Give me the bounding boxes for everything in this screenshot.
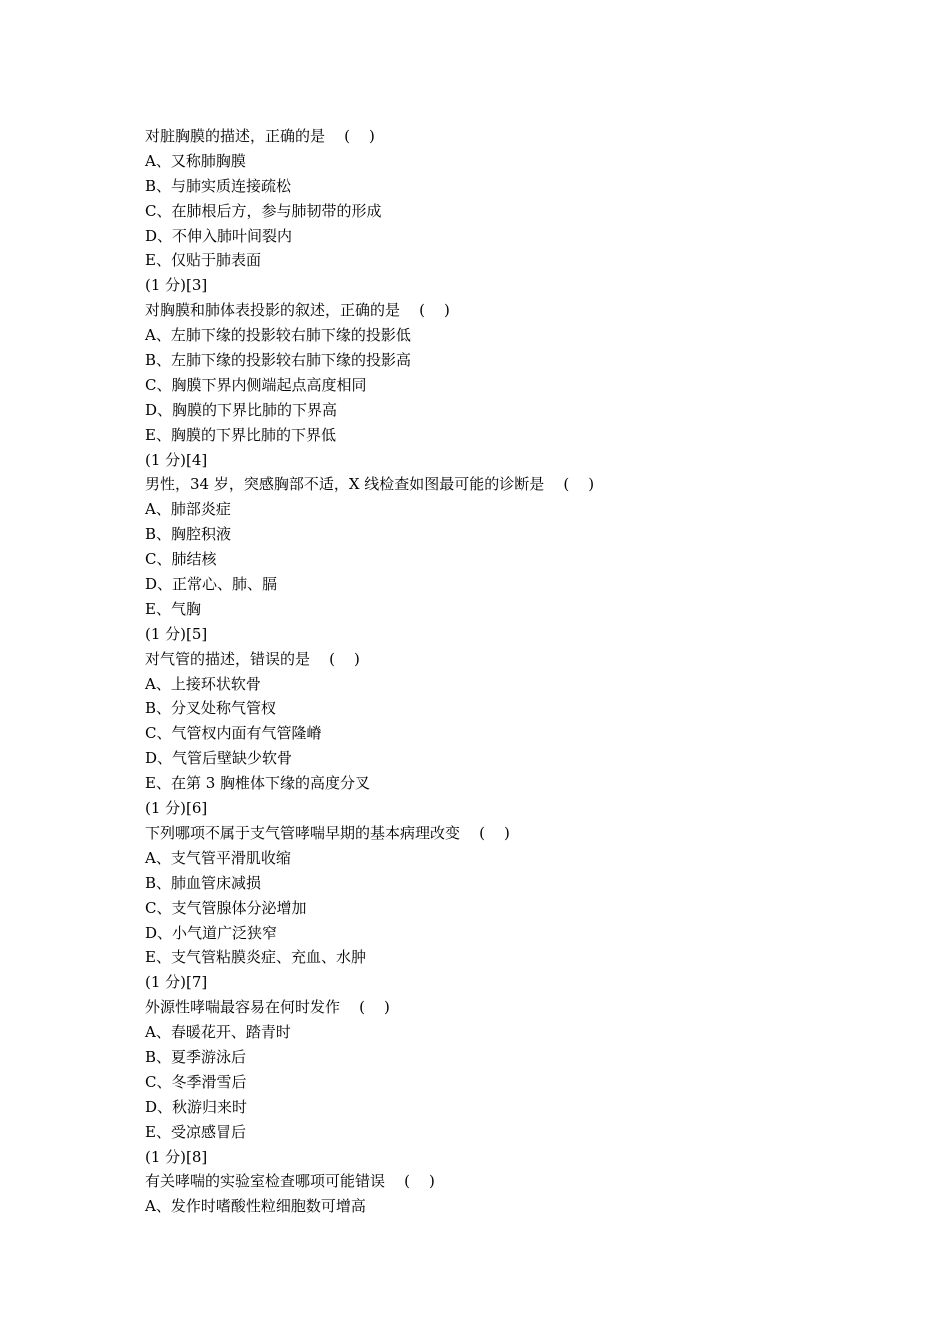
answer-option: C、支气管腺体分泌增加: [145, 898, 307, 917]
answer-option: E、仅贴于肺表面: [145, 251, 261, 270]
answer-option: B、与肺实质连接疏松: [145, 176, 292, 195]
score-label: (1 分)[7]: [145, 973, 208, 992]
answer-option: B、左肺下缘的投影较右肺下缘的投影高: [145, 351, 412, 370]
document-page: [145, 124, 845, 1219]
score-label: (1 分)[3]: [145, 276, 208, 295]
answer-option: A、支气管平滑肌收缩: [145, 848, 291, 867]
question-text: 对脏胸膜的描述，正确的是 ( ): [145, 127, 375, 145]
answer-option: B、夏季游泳后: [145, 1047, 247, 1066]
answer-option: B、肺血管床减损: [145, 873, 262, 892]
answer-option: D、小气道广泛狭窄: [145, 923, 278, 942]
question-text: 有关哮喘的实验室检查哪项可能错误 ( ): [145, 1172, 435, 1191]
answer-option: D、不伸入肺叶间裂内: [145, 226, 293, 245]
answer-option: E、气胸: [145, 599, 201, 618]
answer-option: C、肺结核: [145, 550, 217, 569]
answer-option: A、左肺下缘的投影较右肺下缘的投影低: [145, 326, 411, 345]
question-text: 下列哪项不属于支气管哮喘早期的基本病理改变 ( ): [145, 823, 510, 842]
answer-option: B、胸腔积液: [145, 525, 232, 544]
question-text: 对胸膜和肺体表投影的叙述，正确的是 ( ): [145, 301, 450, 320]
answer-option: C、冬季滑雪后: [145, 1072, 247, 1091]
answer-option: D、秋游归来时: [145, 1097, 248, 1116]
answer-option: D、正常心、肺、膈: [145, 575, 278, 594]
answer-option: A、又称肺胸膜: [145, 151, 246, 170]
answer-option: A、上接环状软骨: [145, 674, 261, 693]
score-label: (1 分)[4]: [145, 450, 208, 469]
answer-option: E、在第 3 胸椎体下缘的高度分叉: [145, 774, 371, 793]
answer-option: C、气管杈内面有气管隆嵴: [145, 724, 322, 743]
answer-option: D、胸膜的下界比肺的下界高: [145, 400, 338, 419]
answer-option: C、胸膜下界内侧端起点高度相同: [145, 375, 367, 394]
question-text: 男性，34 岁，突感胸部不适，X 线检查如图最可能的诊断是 ( ): [145, 475, 595, 494]
score-label: (1 分)[8]: [145, 1147, 208, 1166]
answer-option: A、发作时嗜酸性粒细胞数可增高: [145, 1197, 366, 1216]
answer-option: C、在肺根后方，参与肺韧带的形成: [145, 201, 382, 220]
answer-option: D、气管后壁缺少软骨: [145, 749, 293, 768]
question-text: 对气管的描述，错误的是 ( ): [145, 649, 360, 668]
score-label: (1 分)[5]: [145, 624, 208, 643]
answer-option: E、胸膜的下界比肺的下界低: [145, 425, 336, 444]
answer-option: E、受凉感冒后: [145, 1122, 246, 1141]
answer-option: E、支气管粘膜炎症、充血、水肿: [145, 948, 366, 967]
score-label: (1 分)[6]: [145, 799, 208, 818]
question-text: 外源性哮喘最容易在何时发作 ( ): [145, 998, 390, 1017]
answer-option: B、分叉处称气管杈: [145, 699, 277, 718]
answer-option: A、春暖花开、踏青时: [145, 1023, 291, 1042]
answer-option: A、肺部炎症: [145, 500, 231, 519]
